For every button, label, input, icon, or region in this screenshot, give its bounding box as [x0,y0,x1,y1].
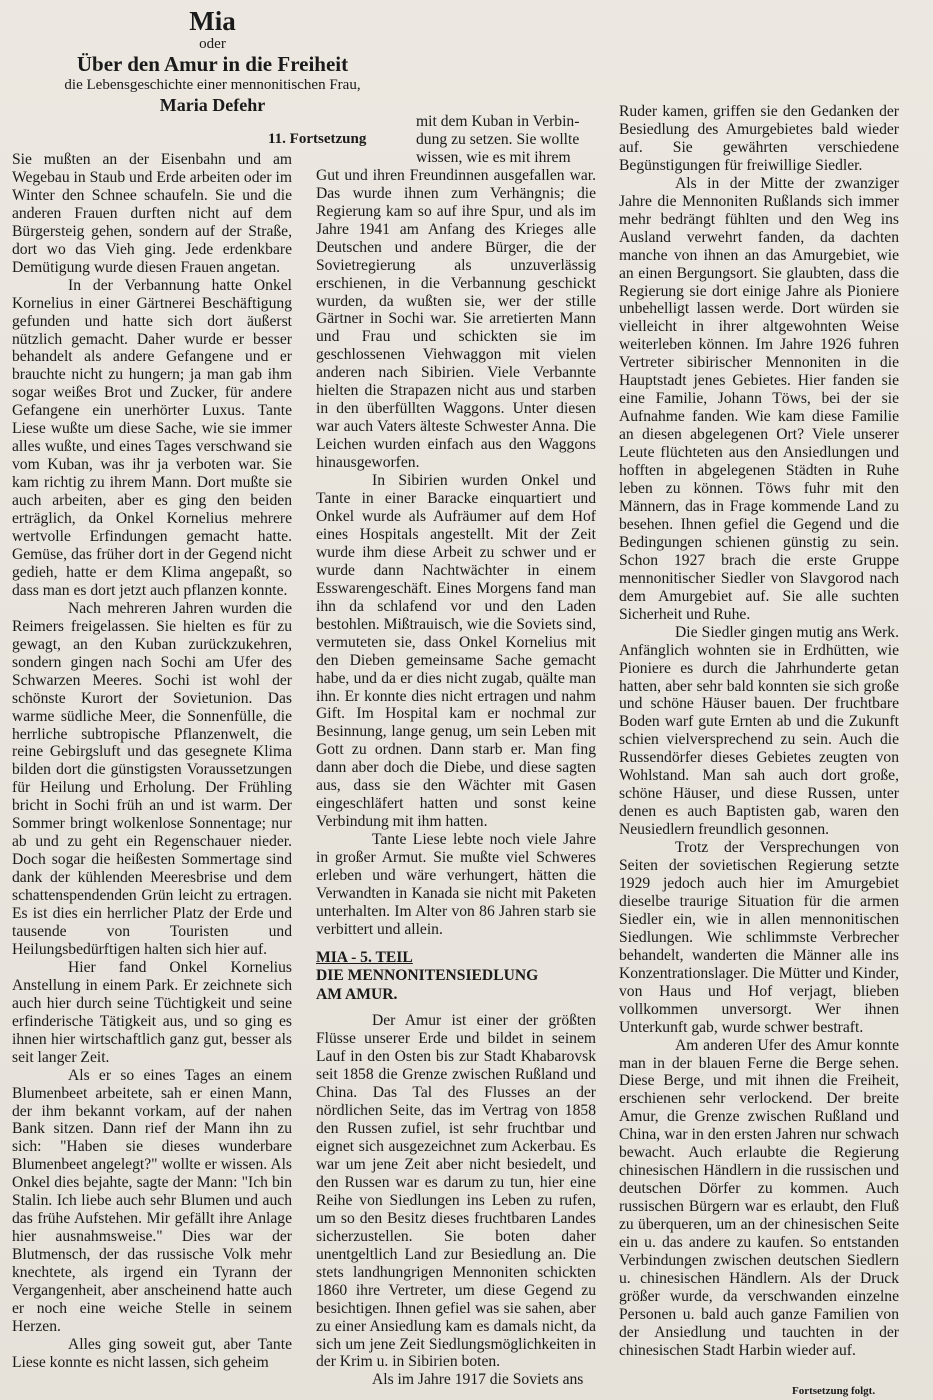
section-heading [316,949,596,1005]
section-title-line: DIE MENNONITENSIEDLUNG [316,967,539,985]
text-line: mit dem Kuban in Verbin- [416,113,580,130]
article-title: Mia [189,6,236,36]
paragraph: Tante Liese lebte noch viele Jahre in großer Armut. Sie mußte viel Schweres erleben und wäre verhungert, hätten die Verwandten in Kanada sie nicht mit Paketen unterhalten. Im Alter von 86 Jahren starb sie verbittert und allein. [316,831,596,938]
paragraph: Ruder kamen, griffen sie den Gedanken der Besiedlung des Amurgebietes bald wieder auf. Sie gewährten verschiedene Begünstigungen für freiwillige Siedler. [619,103,899,174]
installment-label: 11. Fortsetzung [268,131,367,147]
text-column-3 [619,103,899,1360]
section-title-line: AM AMUR. [316,985,398,1003]
section-title: MIA - 5. TEIL [316,948,413,966]
paragraph: Als er so eines Tages an einem Blumenbeet arbeitete, sah er einen Mann, der ihm bekannt vorkam, auf der nahen Bank sitzen. Dann rief der Mann ihn zu sich: "Haben sie dieses wunderbare Blumenbeet angelegt?" wollte er wissen. Als Onkel dies bejahte, sagte der Mann: "Ich bin Stalin. Ich liebe auch sehr Blumen und auch das frühe Aufstehen. Mir gefällt ihre Anlage hier ausnahmsweise." Dies war der Blutmensch, der das russische Volk mehr knechtete, als irgend ein Tyrann der Vergangenheit, aber anscheinend hatte auch er noch eine weiche Stelle in seinem Herzen. [12,1066,292,1335]
paragraph: Hier fand Onkel Kornelius Anstellung in einem Park. Er zeichnete sich auch hier durch seine Tüchtigkeit und seine erfinderische Tätigkeit aus, und so ging es ihnen hier wirtschaftlich ganz gut, besser als seit langer Zeit. [12,958,292,1066]
paragraph: Der Amur ist einer der größten Flüsse unserer Erde und bildet in seinem Lauf in den Osten bis zur Stadt Khabarovsk seit 1858 die Grenze zwischen Rußland und China. Das Tal des Flusses an der nördlichen Seite, das im Vertrag von 1858 den Russen zufiel, ist sehr fruchtbar und eignet sich ausgezeichnet zum Ackerbau. Es war um jene Zeit aber nicht besiedelt, und den Russen war es darum zu tun, hier eine Reihe von Siedlungen ins Leben zu rufen, um so den Besitz dieses fruchtbaren Landes sicherzustellen. Sie boten daher unentgeltlich Land zur Besiedlung an. Die stets landhungrigen Mennoniten schickten 1860 ihre Vertreter, um diese Gegend zu besichtigen. Ihnen gefiel was sie sahen, aber zu einer Ansiedlung kam es damals nicht, da sich um jene Zeit Siedlungsmöglichkeiten in der Krim u. in Sibirien boten. [316,1012,596,1371]
paragraph: Nach mehreren Jahren wurden die Reimers freigelassen. Sie hielten es für zu gewagt, an den Kuban zurückzukehren, sondern gingen nach Sochi am Ufer des Schwarzen Meeres. Sochi ist wohl der schönste Kurort der Sovietunion. Das warme südliche Meer, die Sonnenfülle, die herrliche subtropische Pflanzenwelt, die reine Gebirgsluft und das gesegnete Klima bilden dort die günstigsten Voraussetzungen für Heilung und Erholung. Der Frühling bricht in Sochi früh an und ist warm. Der Sommer bringt wolkenlose Sonnentage; nur ab und zu geht ein Regenschauer nieder. Doch sogar die heißesten Sommertage sind dank der kühlenden Meeresbrise und dem schattenspendenden Grün leicht zu ertragen. Es ist dies ein herrlicher Platz der Erde und tausende von Touristen und Heilungsbedürftigen halten sich hier auf. [12,599,292,958]
article-subtitle: Über den Amur in die Freiheit [76,52,349,76]
paragraph: Am anderen Ufer des Amur konnte man in der blauen Ferne die Berge sehen. Diese Berge, und mit ihnen die Freiheit, erschienen sehr verlockend. Der breite Amur, die Grenze zwischen Rußland und China, war in den ersten Jahren nur schwach bewacht. Auch erlaubte die Regierung chinesischen Händlern in die russischen und deutschen Dörfer zu kommen. Auch russischen Bürgern war es erlaubt, den Fluß zu überqueren, um an der chinesischen Seite ein u. das andere zu kaufen. So entstanden Verbindungen zwischen deutschen Siedlern u. chinesischen Händlern. Als der Druck größer wurde, da verschwanden einzelne Personen u. bald auch ganze Familien von der Ansiedlung und tauchten in der chinesischen Stadt Harbin wieder auf. [619,1036,899,1359]
article-author: Maria Defehr [159,95,266,115]
text-line: wissen, wie es mit ihrem [416,148,571,166]
article-header [40,6,385,116]
text-column-1 [12,151,292,1372]
paragraph: In Sibirien wurden Onkel und Tante in einer Baracke einquartiert und Onkel wurde als Aufräumer auf dem Hof eines Hospitals angestellt. Mit der Zeit wurde ihm diese Arbeit zu schwer und er wurde dann Nachtwächter in einem Esswarengeschäft. Eines Morgens fand man ihn da schlafend vor und den Laden bestohlen. Mißtrauisch, wie die Soviets sind, vermuteten sie, dass Onkel Kornelius mit den Dieben gemeinsame Sache gemacht habe, und da er dies nicht zugab, quälte man ihn. Er konnte dies nicht ertragen und nahm Gift. Im Hospital kam er nochmal zur Besinnung, lange genug, um sein Leben mit Gott zu ordnen. Dann starb er. Man fing dann aber doch die Diebe, und diese sagten aus, dass sie den Wächter mit Gasen eingeschläfert hatten und sonst keine Verbindung mit ihm hatten. [316,472,596,831]
paragraph: Gut und ihren Freundinnen ausgefallen war. Das wurde ihnen zum Verhängnis; die Regierung kam so auf ihre Spur, und als im Jahre 1941 am Anfang des Krieges alle Deutschen und andere Bürger, die der Sovietregierung als unzuverlässig erschienen, in die Verbannung geschickt wurden, da wußten sie, wer der stille Gärtner in Sochi war. Sie arretierten Mann und Frau und schickten sie im geschlossenen Viehwaggon mit vielen anderen nach Sibirien. Viele Verbannte hielten die Strapazen nicht aus und starben in den überfüllten Waggons. Unter diesen war auch Vaters älteste Schwester Anna. Die Leichen wurden einfach aus den Waggons hinausgeworfen. [316,166,596,472]
paragraph: Trotz der Versprechungen von Seiten der sovietischen Regierung setzte 1929 jedoch auch hier im Amurgebiet dieselbe traurige Situation für die armen Siedler ein, wie in allen mennonitischen Siedlungen. Wie schlimmste Verbrecher behandelt, wanderten die Männer alle ins Konzentrationslager. Die Mütter und Kinder, von Haus und Hof verjagt, blieben vollkommen unversorgt. Wer ihnen Unterkunft gab, wurde schwer bestraft. [619,839,899,1036]
continuation-note: Fortsetzung folgt. [792,1385,876,1397]
article-description: die Lebensgeschichte einer mennonitischen Frau, [64,77,361,93]
paragraph: Die Siedler gingen mutig ans Werk. Anfänglich wohnten sie in Erdhütten, wie Pioniere es durch die Jahrhunderte getan hatten, aber sehr bald konnten sie sich große und schöne Häuser bauen. Der fruchtbare Boden warf gute Ernten ab und die Zukunft schien vielversprechend zu sein. Auch die Russendörfer dieses Gebietes zeugten von Wohlstand. Man sah auch dort große, schöne Häuser, und diese Russen, unter denen es auch Baptisten gab, waren den Neusiedlern freundlich gesonnen. [619,623,899,839]
text-column-2 [316,113,596,1389]
paragraph: In der Verbannung hatte Onkel Kornelius in einer Gärtnerei Beschäftigung gefunden und hatte sich dort äußerst nützlich gemacht. Daher wurde er besser behandelt als andere Gefangene und er brauchte nicht zu hungern; ja man gab ihm sogar weißes Brot und Zucker, für andere Gefangene ein unerhörter Luxus. Tante Liese wußte um diese Sache, wie sie immer alles wußte, und eines Tages verschwand sie vom Kuban, was ihr ja verboten war. Sie kam richtig zu ihrem Mann. Dort mußte sie auch arbeiten, aber es ging den beiden erträglich, da Onkel Kornelius mehrere wertvolle Erfindungen gemacht hatte. Gemüse, das früher dort in der Gegend nicht gedieh, hatte er dem Klima angepaßt, so dass man es dort jetzt auch pflanzen konnte. [12,276,292,599]
column2-intro [316,113,596,167]
title-connector: oder [199,36,226,52]
paragraph: Als im Jahre 1917 die Soviets ans [372,1371,584,1389]
paragraph: Alles ging soweit gut, aber Tante Liese konnte es nicht lassen, sich geheim [12,1335,292,1371]
text-line: dung zu setzen. Sie wollte [416,130,580,148]
paragraph: Als in der Mitte der zwanziger Jahre die Mennoniten Rußlands sich immer mehr bedrängt fühlten und den Weg ins Ausland verwehrt fanden, da dachten manche von ihnen an das Amurgebiet, wie an einen Bergungsort. Sie glaubten, dass die Regierung sie dort einige Jahre als Pioniere unbehelligt lassen werde. Dort würden sie vielleicht in ihrer altgewohnten Weise weiterleben können. Im Jahre 1926 fuhren Vertreter sibirischer Mennoniten in die Hauptstadt jenes Gebietes. Hier fanden sie eine Familie, Johann Töws, bei der sie Aufnahme fanden. Wie kam diese Familie an diesen abgelegenen Ort? Viele unserer Leute flüchteten aus den Ansiedlungen und hofften in abgelegenen Städten in Ruhe leben zu können. Töws fuhr mit den Männern, das in Frage kommende Land zu besehen. Ihnen gefiel die Gegend und die Bedingungen schienen günstig zu sein. Schon 1927 brach die erste Gruppe mennonitischer Siedler von Slavgorod nach dem Amurgebiet auf. Sie alle suchten Sicherheit und Ruhe. [619,174,899,623]
paragraph: Sie mußten an der Eisenbahn und am Wegebau in Staub und Erde arbeiten oder im Winter den Schnee schaufeln. Sie und die anderen Frauen durften nicht auf dem Bürgersteig gehen, sondern auf der Straße, dort wo das Vieh ging. Jede erdenkbare Demütigung wurde diesen Frauen angetan. [12,151,292,276]
